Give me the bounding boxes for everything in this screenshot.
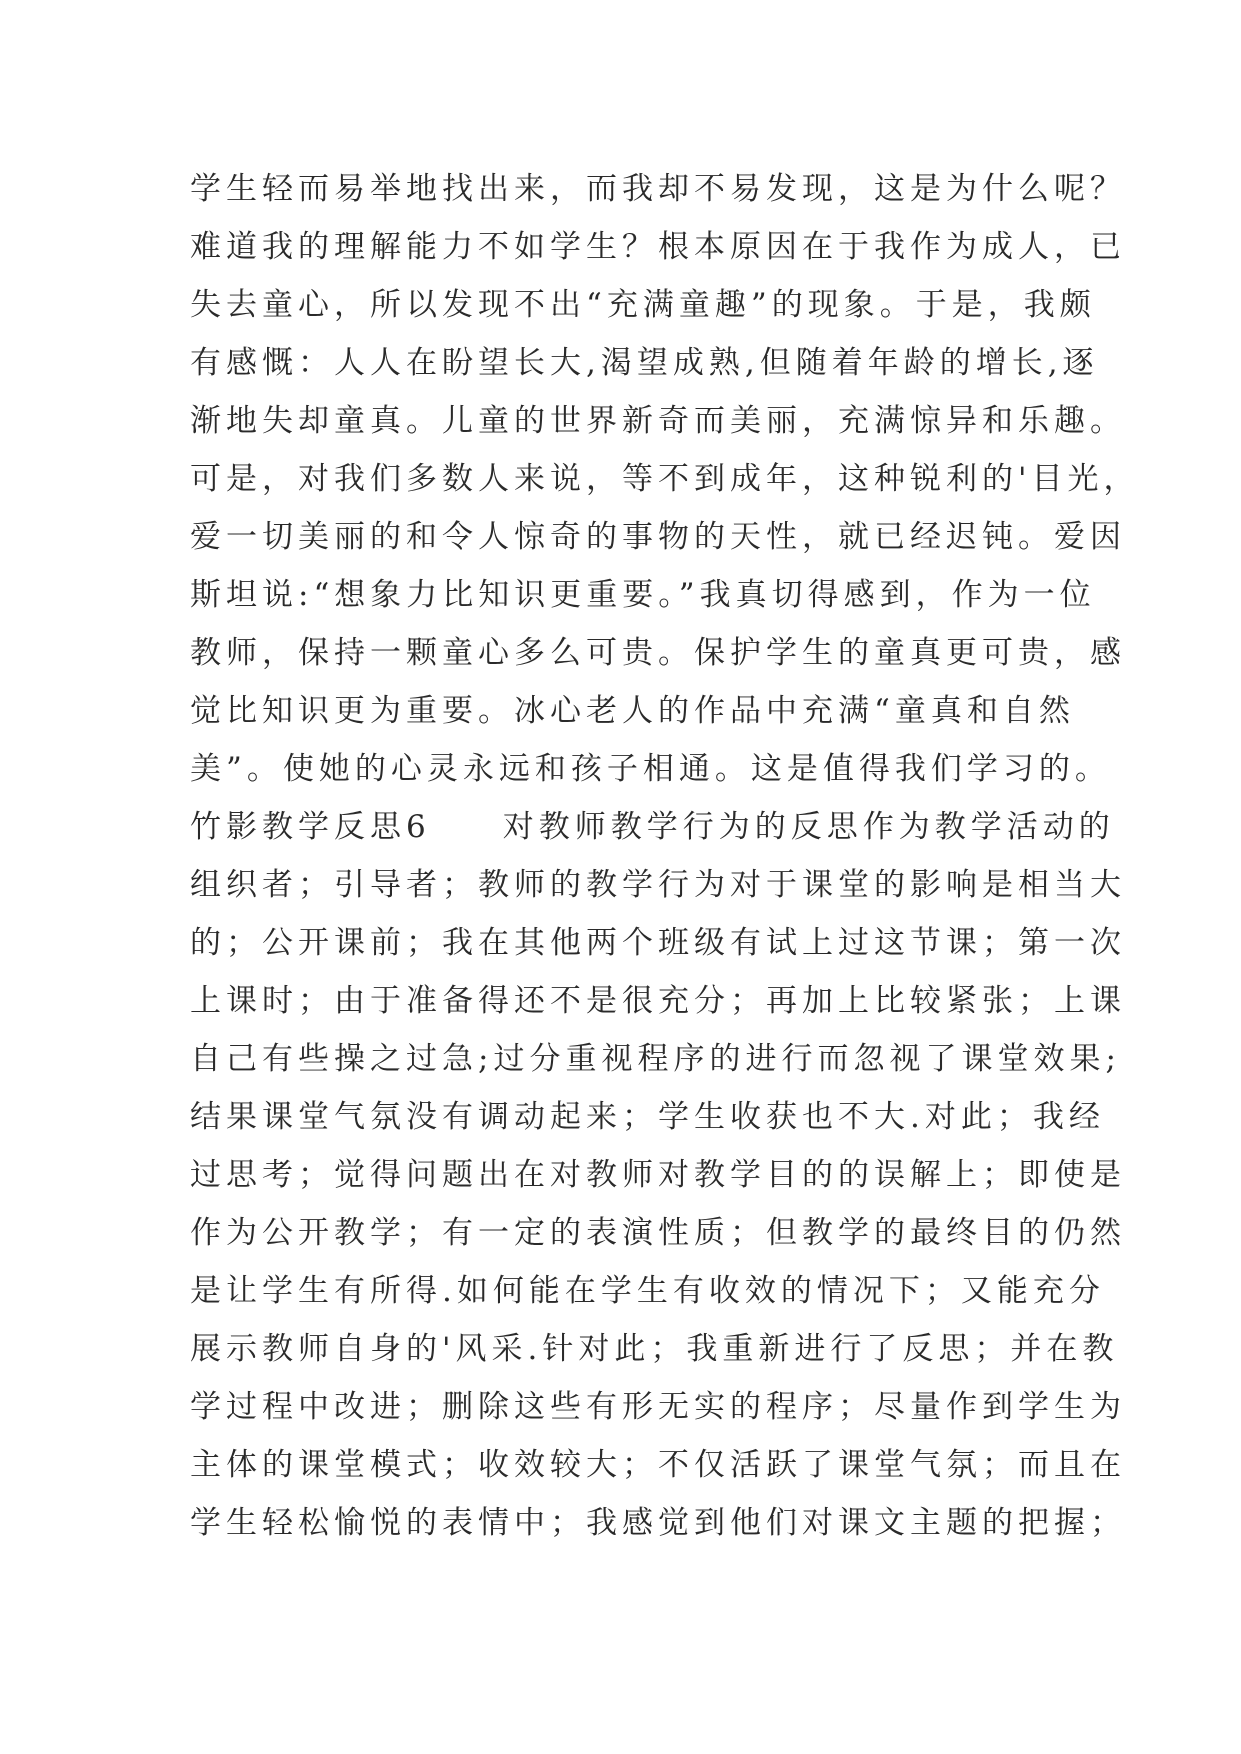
text-line: 有感慨：人人在盼望长大,渴望成熟,但随着年龄的增长,逐 xyxy=(190,345,1099,381)
text-line: 失去童心，所以发现不出“充满童趣”的现象。于是，我颇 xyxy=(190,287,1096,323)
text-line: 教师，保持一颗童心多么可贵。保护学生的童真更可贵，感 xyxy=(190,635,1126,671)
text-line: 爱一切美丽的和令人惊奇的事物的天性，就已经迟钝。爱因 xyxy=(190,519,1126,555)
text-line: 主体的课堂模式；收效较大；不仅活跃了课堂气氛；而且在 xyxy=(190,1447,1126,1483)
text-line: 作为公开教学；有一定的表演性质；但教学的最终目的仍然 xyxy=(190,1215,1126,1251)
text-line: 展示教师自身的'风采.针对此；我重新进行了反思；并在教 xyxy=(190,1331,1119,1367)
text-line: 斯坦说:“想象力比知识更重要。”我真切得感到，作为一位 xyxy=(190,577,1096,613)
text-line: 学过程中改进；删除这些有形无实的程序；尽量作到学生为 xyxy=(190,1389,1126,1425)
text-line: 过思考；觉得问题出在对教师对教学目的的误解上；即使是 xyxy=(190,1157,1126,1193)
section-heading-line: 竹影教学反思6 对教师教学行为的反思作为教学活动的 xyxy=(190,809,1115,845)
text-line: 是让学生有所得.如何能在学生有收效的情况下；又能充分 xyxy=(190,1273,1105,1309)
text-line: 自己有些操之过急;过分重视程序的进行而忽视了课堂效果; xyxy=(190,1041,1121,1077)
text-line: 可是，对我们多数人来说，等不到成年，这种锐利的'目光， xyxy=(190,461,1140,497)
text-line: 学生轻而易举地找出来，而我却不易发现，这是为什么呢？ xyxy=(190,171,1126,207)
text-line: 的；公开课前；我在其他两个班级有试上过这节课；第一次 xyxy=(190,925,1126,961)
text-line: 美”。使她的心灵永远和孩子相通。这是值得我们学习的。 xyxy=(190,751,1111,787)
text-line: 结果课堂气氛没有调动起来；学生收获也不大.对此；我经 xyxy=(190,1099,1105,1135)
text-line: 上课时；由于准备得还不是很充分；再加上比较紧张；上课 xyxy=(190,983,1126,1019)
text-line: 难道我的理解能力不如学生？根本原因在于我作为成人，已 xyxy=(190,229,1126,265)
text-line: 学生轻松愉悦的表情中；我感觉到他们对课文主题的把握； xyxy=(190,1505,1126,1541)
body-text xyxy=(190,160,1140,1552)
text-line: 觉比知识更为重要。冰心老人的作品中充满“童真和自然 xyxy=(190,693,1075,729)
text-line: 渐地失却童真。儿童的世界新奇而美丽，充满惊异和乐趣。 xyxy=(190,403,1126,439)
text-line: 组织者；引导者；教师的教学行为对于课堂的影响是相当大 xyxy=(190,867,1126,903)
